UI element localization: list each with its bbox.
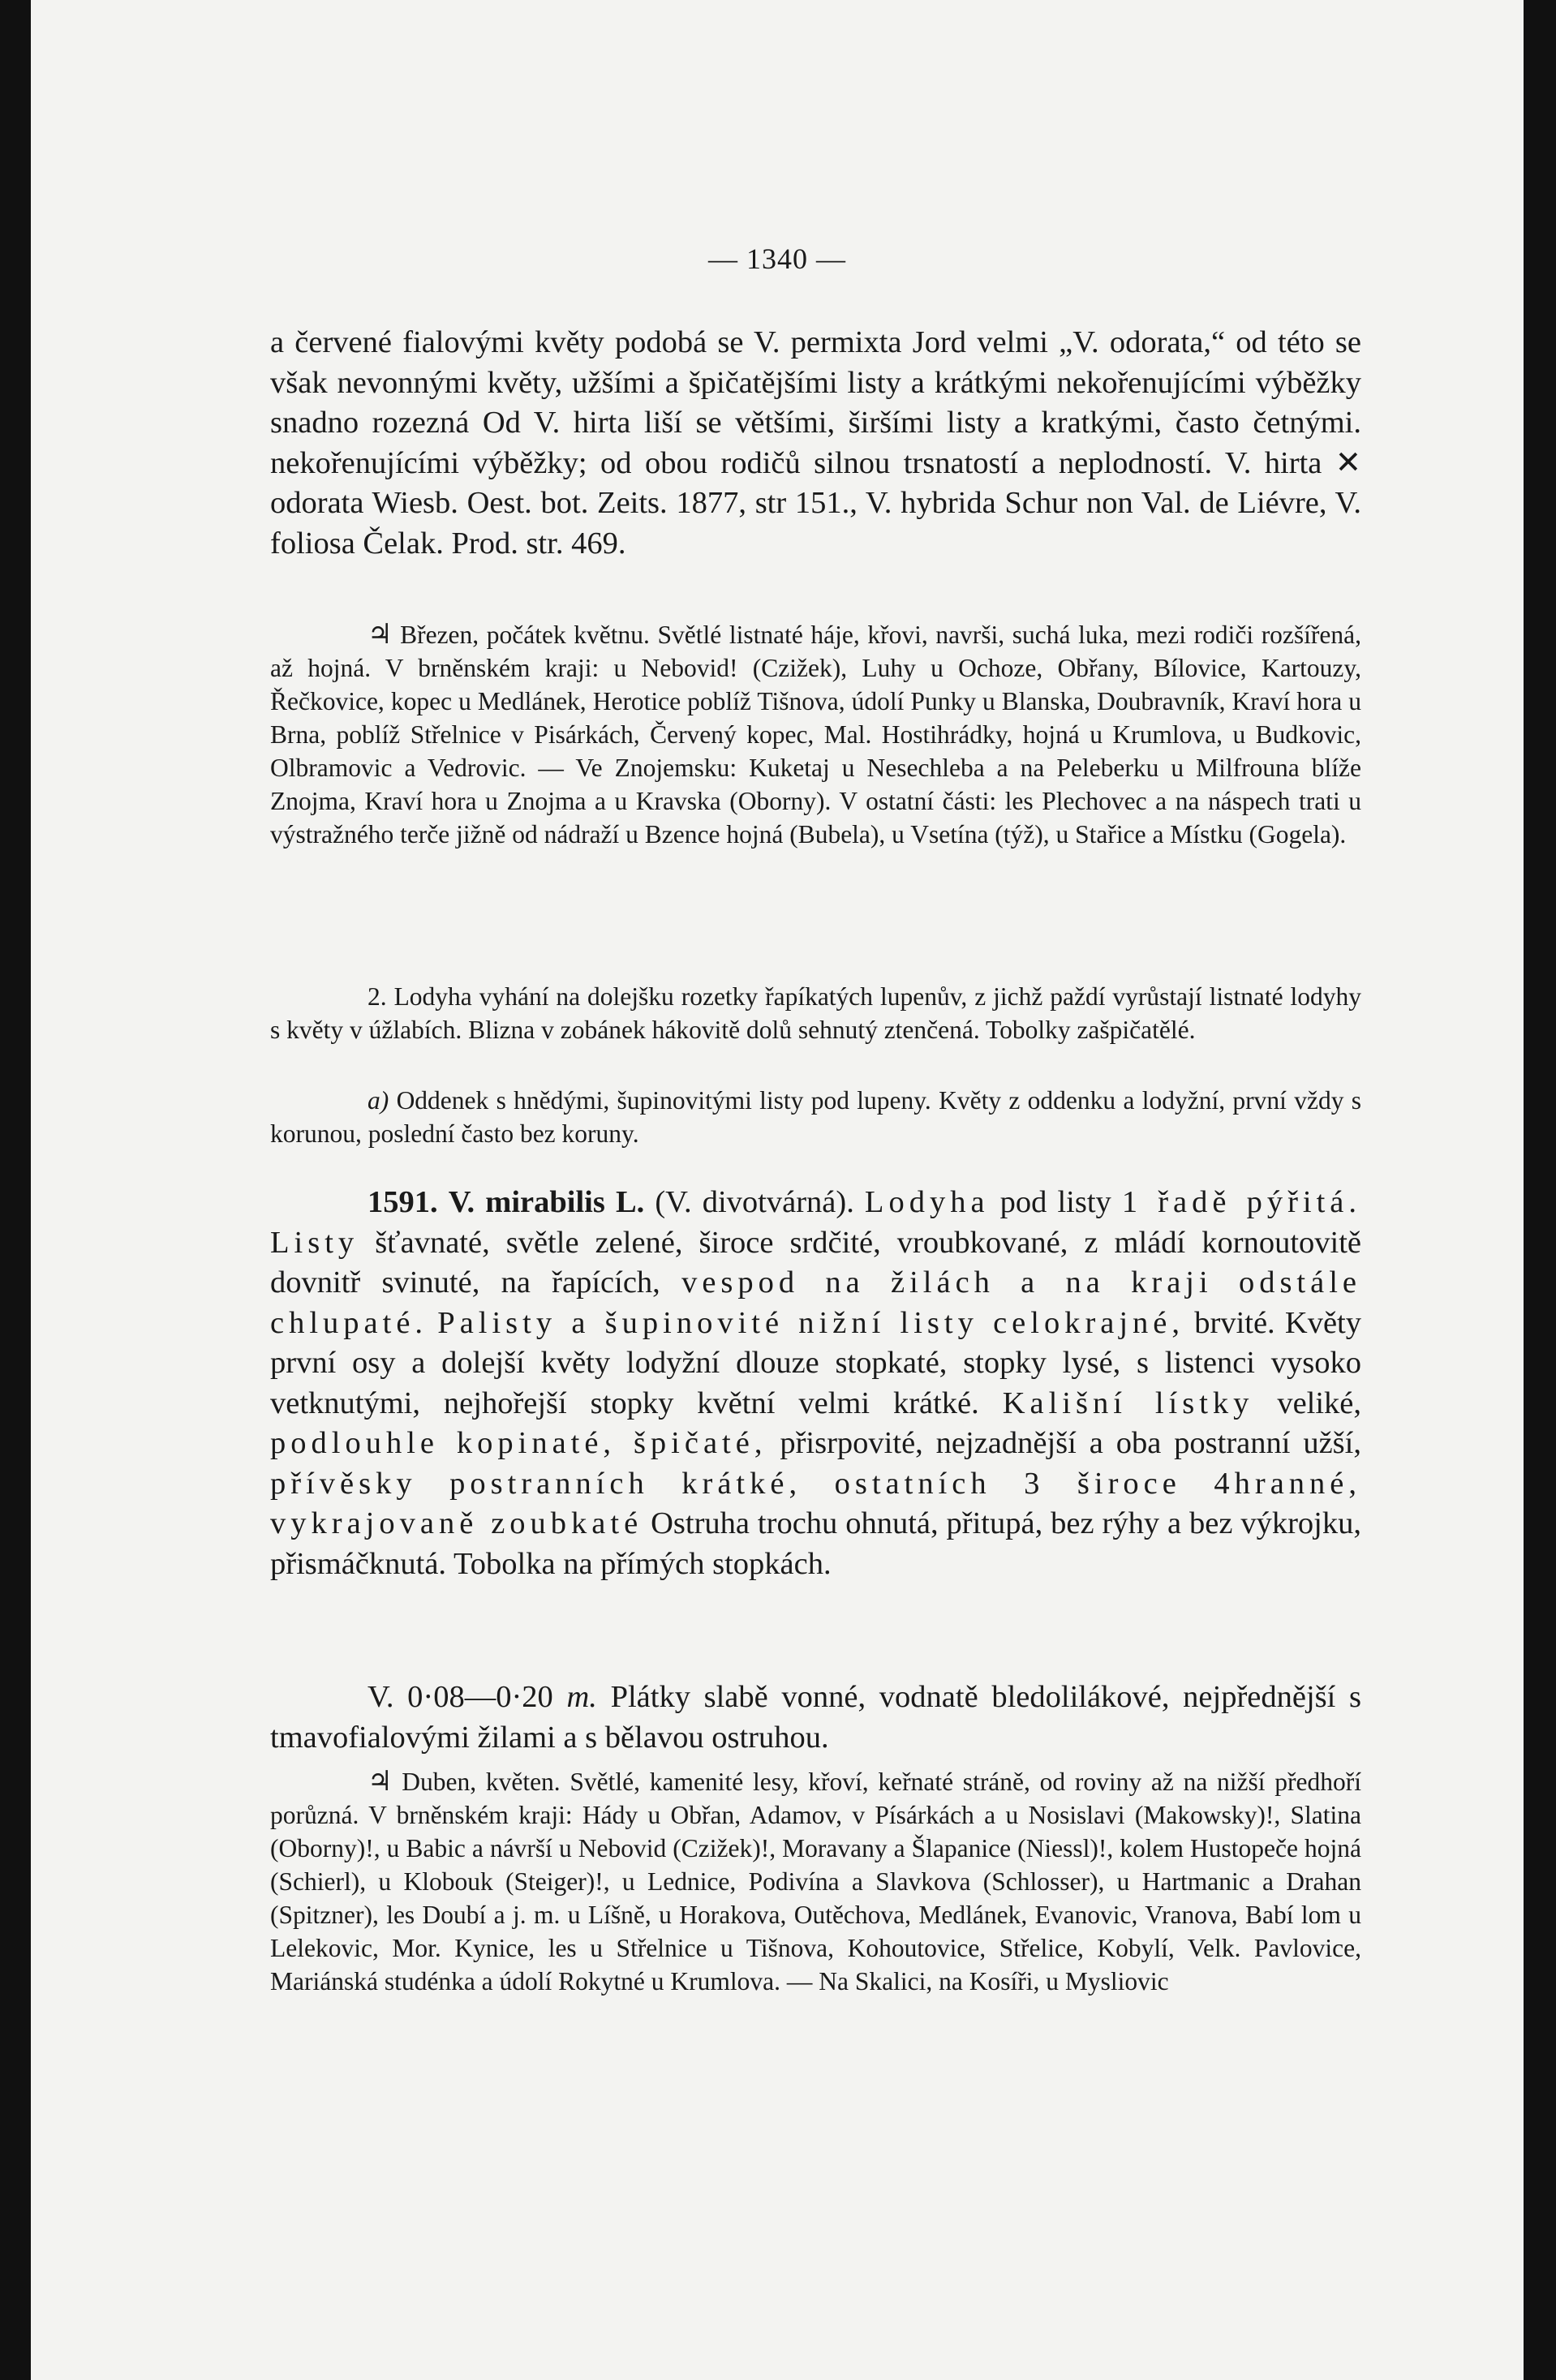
subsection-a-text: Oddenek s hnědými, šupinovitými listy pod lupeny. Květy z oddenku a lodyžní, první vždy s korunou, poslední často bez koruny. bbox=[270, 1086, 1362, 1148]
species-description: 1591. V. mirabilis L. (V. divotvárná). Lodyha pod listy 1 řadě pýřitá. Listy šťavnaté, světle zelené, široce srdčité, vroubkované, z mládí kornoutovitě dovnitř svinuté, na řapících, vespod na žilách a na kraji odstále chlupaté. Palisty a šupinovité nižní listy celokrajné, brvité. Květy první osy a dolejší květy lodyžní dlouze stopkaté, stopky lysé, s listenci vysoko vetknutými, nejhořejší stopky květní velmi krátké. Kališní lístky veliké, podlouhle kopinaté, špičaté, přisrpovité, nejzadnější a oba postranní užší, přívěsky postranních krátké, ostatních 3 široce 4hranné, vykrajovaně zoubkaté Ostruha trochu ohnutá, přitupá, bez rýhy a bez výkrojku, přismáčknutá. Tobolka na přímých stopkách. bbox=[270, 1185, 1362, 1581]
spaced-term: Palisty a šupinovité nižní listy celokrajné, bbox=[437, 1305, 1185, 1340]
habitat-text-2: Duben, květen. Světlé, kamenité lesy, křoví, keřnaté stráně, od roviny až na nižší předhoří porůzná. V brněnském kraji: Hády u Obřan, Adamov, v Písárkách a u Nosislavi (Makowsky)!, Slatina (Oborny)!, u Babic a návrší u Nebovid (Czižek)!, Moravany a Šlapanice (Niessl)!, kolem Hustopeče hojná (Schierl), u Klobouk (Steiger)!, u Lednice, Podivína a Slavkova (Schlosser), u Hartmanic a Drahan (Spitzner), les Doubí a j. m. u Líšně, u Horakova, Outěchova, Medlánek, Evanovic, Vranova, Babí lom u Lelekovic, Mor. Kynice, les u Střelnice u Tišnova, Kohoutovice, Střelice, Kobylí, Velk. Pavlovice, Mariánská studénka a údolí Rokytné u Krumlova. — Na Skalici, na Kosíři, u Mysliovic bbox=[270, 1768, 1361, 1996]
size-range: V. 0·08—0·20 bbox=[368, 1680, 553, 1714]
size-unit: m. bbox=[566, 1680, 597, 1714]
paragraph-habitat-2 bbox=[270, 1765, 1361, 1998]
section-number: 2. bbox=[368, 982, 387, 1011]
paragraph-habitat-1 bbox=[270, 618, 1361, 851]
spaced-term: Listy bbox=[270, 1225, 359, 1260]
spaced-term: vespod na žilách a na kraji odstále chlupaté. bbox=[270, 1265, 1361, 1340]
size-text: Plátky slabě vonné, vodnatě bledolilákové, nejpřednější s tmavofialovými žilami a s bělavou ostruhou. bbox=[270, 1680, 1361, 1755]
paragraph-section-2 bbox=[270, 980, 1361, 1046]
spaced-term: přívěsky postranních krátké, ostatních 3 široce 4hranné, vykrajovaně zoubkaté bbox=[270, 1466, 1361, 1540]
paragraph-intro-text: a červené fialovými květy podobá se V. permixta Jord velmi „V. odorata,“ od této se však nevonnými květy, užšími a špičatějšími listy a krátkými nekořenujícími výběžky snadno rozezná Od V. hirta liší se většími, širšími listy a kratkými, často četnými. nekořenujícími výběžky; od obou rodičů silnou trsnatostí a neplodností. V. hirta ✕ odorata Wiesb. Oest. bot. Zeits. 1877, str 151., V. hybrida Schur non Val. de Liévre, V. foliosa Čelak. Prod. str. 469. bbox=[270, 325, 1361, 561]
perennial-symbol: ♃ bbox=[368, 618, 393, 651]
paragraph-intro bbox=[270, 323, 1361, 564]
page bbox=[31, 0, 1524, 2380]
species-number: 1591. bbox=[368, 1185, 438, 1219]
perennial-symbol: ♃ bbox=[368, 1765, 393, 1798]
spaced-term: Lodyha bbox=[864, 1185, 990, 1219]
habitat-text-1: Březen, počátek květnu. Světlé listnaté háje, křovi, navrši, suchá luka, mezi rodiči rozšířená, až hojná. V brněnském kraji: u Nebovid! (Czižek), Luhy u Ochoze, Obřany, Bílovice, Kartouzy, Řečkovice, kopec u Medlánek, Herotice poblíž Tišnova, údolí Punky u Blanska, Doubravník, Kraví hora u Brna, poblíž Střelnice v Pisárkách, Červený kopec, Mal. Hostihrádky, hojná u Krumlova, u Budkovic, Olbramovic a Vedrovic. — Ve Znojemsku: Kuketaj u Nesechleba a na Peleberku u Milfrouna blíže Znojma, Kraví hora u Znojma a u Kravska (Oborny). V ostatní části: les Plechovec a na náspech trati u výstražného terče jižně od nádraží u Bzence hojná (Bubela), u Vsetína (týž), u Stařice a Místku (Gogela). bbox=[270, 621, 1361, 848]
page-number: — 1340 — bbox=[708, 243, 846, 275]
spaced-term: Kališní lístky bbox=[1002, 1385, 1254, 1420]
section-2-text: Lodyha vyhání na dolejšku rozetky řapíkatých lupenův, z jichž paždí vyrůstají listnaté lodyhy s květy v úžlabích. Blizna v zobánek hákovitě dolů sehnutý ztenčená. Tobolky zašpičatělé. bbox=[270, 982, 1361, 1044]
spaced-term: 1 řadě pýřitá. bbox=[1121, 1185, 1361, 1219]
paragraph-subsection-a bbox=[270, 1084, 1361, 1150]
subsection-label: a) bbox=[368, 1086, 389, 1115]
species-czech-name: (V. divotvárná). bbox=[655, 1185, 854, 1219]
spaced-term: podlouhle kopinaté, špičaté, bbox=[270, 1426, 767, 1460]
species-name: V. mirabilis L. bbox=[448, 1185, 645, 1219]
paragraph-size bbox=[270, 1678, 1361, 1758]
